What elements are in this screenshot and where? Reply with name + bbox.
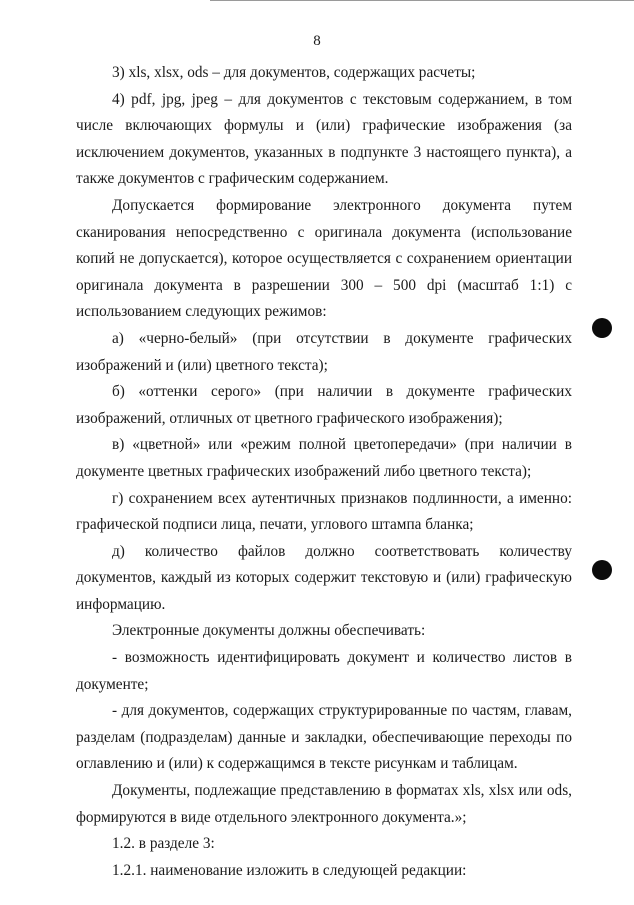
- document-body: [76, 60, 572, 884]
- paragraph-mode-d: г) сохранением всех аутентичных признаков подлинности, а именно: графической подписи лица, печати, углового штампа бланка;: [76, 489, 572, 534]
- paragraph-section-1-2-1: 1.2.1. наименование изложить в следующей редакции:: [112, 861, 467, 879]
- paragraph-requirement-structure: - для документов, содержащих структурированные по частям, главам, разделам (подразделам) данные и закладки, обеспечивающие переходы по оглавлению и (или) к содержащимся в тексте рисункам и таблицам.: [76, 702, 572, 773]
- paragraph-mode-e: д) количество файлов должно соответствовать количеству документов, каждый из которых содержит текстовую и (или) графическую информацию.: [76, 542, 572, 613]
- scan-edge-line: [210, 0, 634, 1]
- paragraph-scanning-rules: Допускается формирование электронного документа путем сканирования непосредственно с оригинала документа (использование копий не допускается), которое осуществляется с сохранением ориентации оригинала документа в разрешении 300 – 500 dpi (масштаб 1:1) с использованием следующих режимов:: [76, 196, 572, 321]
- paragraph-spreadsheet-rule: Документы, подлежащие представлению в форматах xls, xlsx или ods, формируются в виде отдельного электронного документа.»;: [76, 782, 572, 826]
- paragraph-requirement-identify: - возможность идентифицировать документ и количество листов в документе;: [76, 649, 572, 693]
- paragraph-mode-c: в) «цветной» или «режим полной цветопередачи» (при наличии в документе цветных графических изображений либо цветного текста);: [76, 436, 572, 480]
- paragraph-requirements-heading: Электронные документы должны обеспечивать:: [112, 622, 426, 640]
- paragraph-mode-b: б) «оттенки серого» (при наличии в документе графических изображений, отличных от цветного графического изображения);: [76, 383, 572, 427]
- paragraph-item-3-formats: 3) xls, xlsx, ods – для документов, содержащих расчеты;: [112, 64, 476, 81]
- page-number: 8: [313, 33, 321, 49]
- paragraph-section-1-2: 1.2. в разделе 3:: [112, 835, 215, 853]
- paragraph-mode-a: а) «черно-белый» (при отсутствии в документе графических изображений и (или) цветного текста);: [76, 329, 572, 374]
- punch-hole-mark: [592, 318, 612, 338]
- punch-hole-mark: [592, 560, 612, 580]
- paragraph-item-4-formats: 4) pdf, jpg, jpeg – для документов с текстовым содержанием, в том числе включающих формулы и (или) графические изображения (за исключением документов, указанных в подпункте 3 настоящего пункта), а также документов с графическим содержанием.: [76, 90, 572, 188]
